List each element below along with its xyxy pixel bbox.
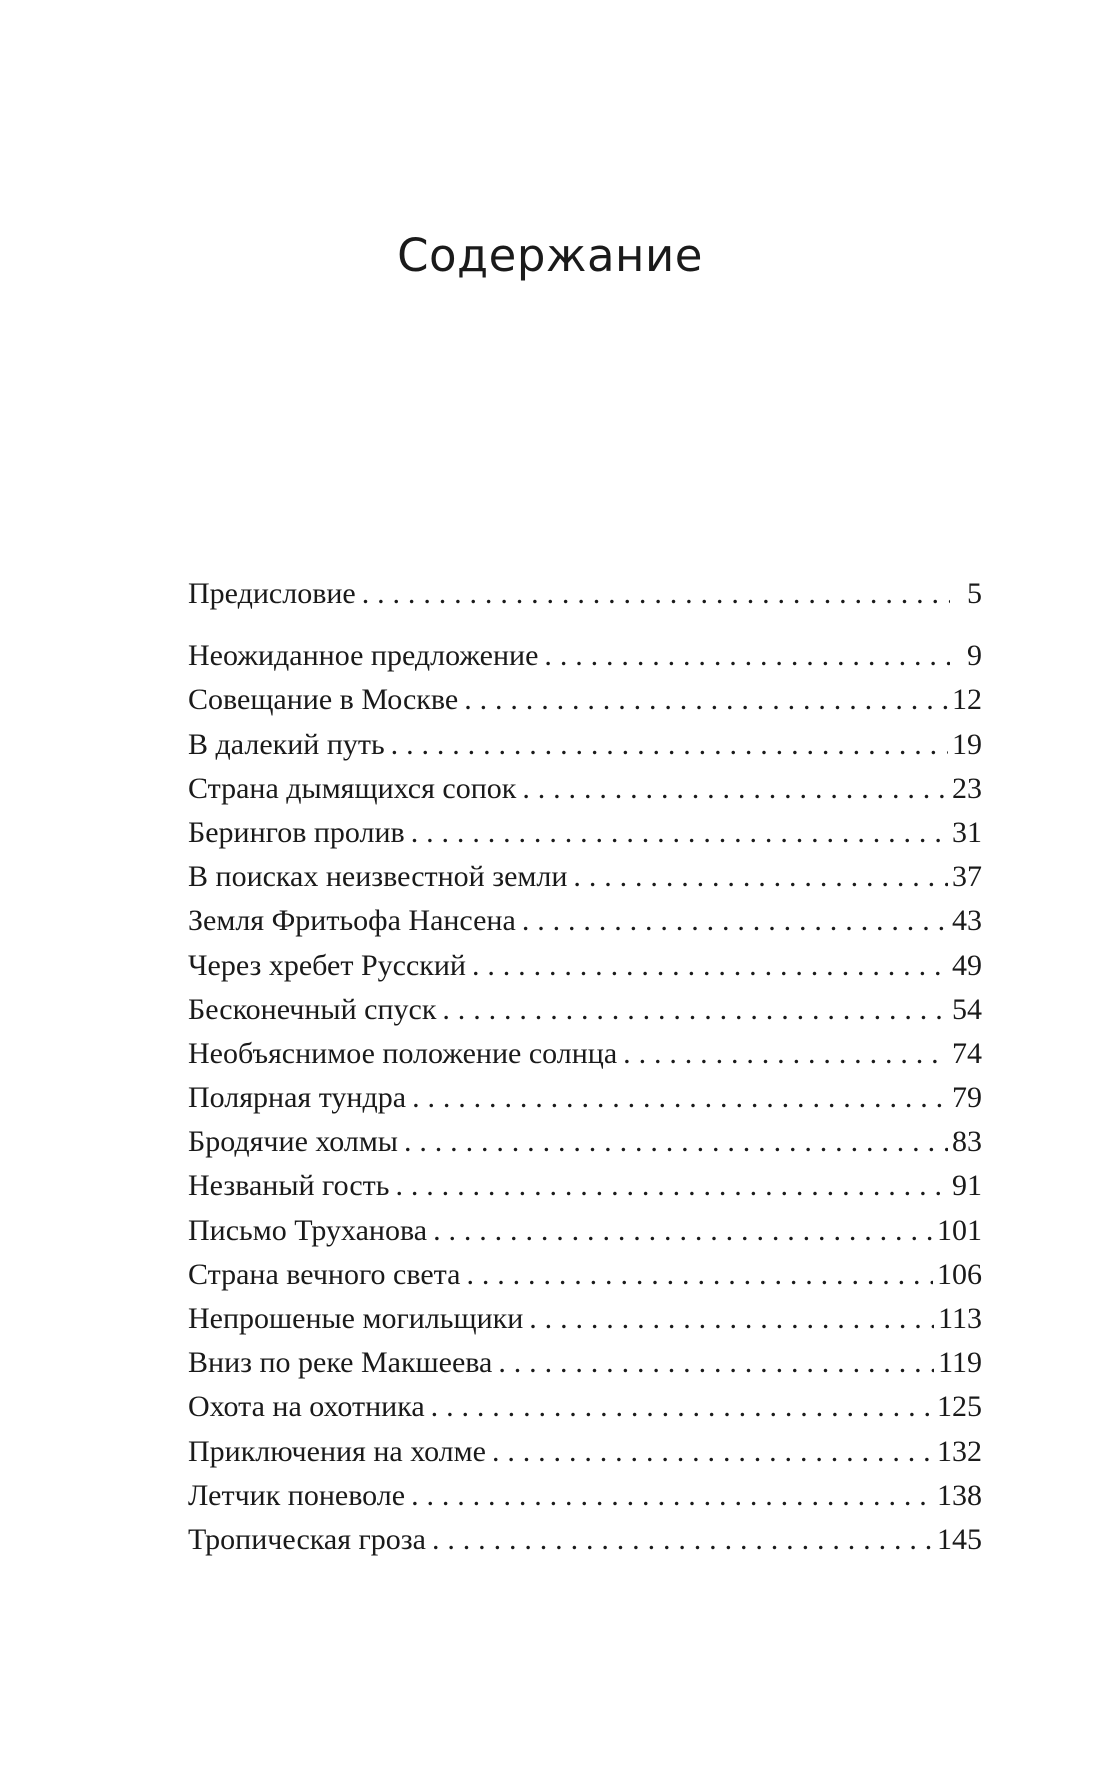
toc-entry xyxy=(188,1385,982,1429)
toc-entry-page: 54 xyxy=(952,992,982,1026)
toc-leader-dots xyxy=(466,1253,933,1297)
toc-entry-title: Через хребет Русский xyxy=(188,948,466,982)
toc-entry-title: Страна вечного света xyxy=(188,1257,461,1291)
toc-leader-dots xyxy=(391,723,948,767)
toc-entry-page: 119 xyxy=(938,1346,982,1380)
toc-entry-page: 113 xyxy=(938,1302,982,1335)
toc-entry-title: Необъяснимое положение солнца xyxy=(188,1036,618,1070)
toc-entry-page: 19 xyxy=(952,727,982,761)
toc-leader-dots xyxy=(498,1341,934,1385)
toc-entry xyxy=(188,899,982,943)
toc-entry xyxy=(188,1518,982,1562)
toc-leader-dots xyxy=(362,572,950,616)
toc-leader-dots xyxy=(411,1474,933,1518)
toc-entry xyxy=(188,855,982,899)
toc-leader-dots xyxy=(404,1120,948,1164)
table-of-contents xyxy=(188,572,982,1562)
toc-entry-title: Полярная тундра xyxy=(188,1081,407,1115)
toc-entry-title: Бесконечный спуск xyxy=(188,992,437,1026)
toc-entry xyxy=(188,572,982,616)
toc-entry-page: 37 xyxy=(952,860,982,894)
toc-entry-title: Земля Фритьофа Нансена xyxy=(188,904,516,938)
toc-entry-page: 5 xyxy=(967,577,982,610)
toc-leader-dots xyxy=(412,1076,948,1120)
toc-leader-dots xyxy=(432,1518,933,1562)
toc-leader-dots xyxy=(472,944,948,988)
toc-entry-page: 132 xyxy=(937,1434,982,1468)
toc-entry xyxy=(188,634,982,678)
toc-entry-title: Совещание в Москве xyxy=(188,683,459,717)
toc-leader-dots xyxy=(442,988,948,1032)
toc-leader-dots xyxy=(544,634,950,678)
toc-entry-title: Тропическая гроза xyxy=(188,1522,426,1556)
toc-entry-page: 49 xyxy=(952,948,982,982)
toc-entry xyxy=(188,723,982,767)
toc-entry xyxy=(188,1076,982,1120)
toc-entry xyxy=(188,1209,982,1253)
toc-entry-title: Приключения на холме xyxy=(188,1434,486,1468)
toc-entry xyxy=(188,1164,982,1208)
toc-leader-dots xyxy=(395,1164,948,1208)
toc-entry-title: В поисках неизвестной земли xyxy=(188,860,568,894)
toc-entry-page: 145 xyxy=(937,1522,982,1556)
toc-entry xyxy=(188,988,982,1032)
toc-leader-dots xyxy=(492,1430,933,1474)
toc-entry-title: Неожиданное предложение xyxy=(188,639,539,673)
toc-entry-page: 31 xyxy=(952,815,982,849)
toc-entry xyxy=(188,1474,982,1518)
toc-entry xyxy=(188,1341,982,1385)
toc-leader-dots xyxy=(522,767,948,811)
toc-entry-title: Предисловие xyxy=(188,577,356,610)
page-title: Содержание xyxy=(397,229,703,282)
toc-entry-page: 9 xyxy=(967,639,982,673)
toc-entry xyxy=(188,678,982,722)
toc-entry xyxy=(188,1297,982,1341)
toc-entry-title: Вниз по реке Макшеева xyxy=(188,1346,493,1380)
toc-entry-title: В далекий путь xyxy=(188,727,385,761)
toc-leader-dots xyxy=(573,855,948,899)
toc-leader-dots xyxy=(431,1385,933,1429)
toc-entry-title: Охота на охотника xyxy=(188,1390,425,1424)
toc-entry xyxy=(188,811,982,855)
toc-entry xyxy=(188,1430,982,1474)
toc-entry-page: 43 xyxy=(952,904,982,938)
toc-entry-page: 79 xyxy=(952,1081,982,1115)
toc-leader-dots xyxy=(529,1297,934,1341)
toc-entry-title: Письмо Труханова xyxy=(188,1213,428,1247)
toc-entry-page: 91 xyxy=(952,1169,982,1203)
toc-entry xyxy=(188,1120,982,1164)
toc-entry-title: Страна дымящихся сопок xyxy=(188,771,517,805)
toc-entry xyxy=(188,944,982,988)
toc-leader-dots xyxy=(464,678,948,722)
toc-entry-title: Непрошеные могильщики xyxy=(188,1302,524,1335)
toc-entry-page: 74 xyxy=(952,1036,982,1070)
toc-entry-title: Бродячие холмы xyxy=(188,1125,398,1159)
toc-entry-page: 106 xyxy=(937,1257,982,1291)
toc-entry xyxy=(188,1253,982,1297)
toc-entry-page: 83 xyxy=(952,1125,982,1159)
toc-entry-title: Берингов пролив xyxy=(188,815,405,849)
toc-entry xyxy=(188,767,982,811)
toc-leader-dots xyxy=(522,899,948,943)
toc-leader-dots xyxy=(411,811,948,855)
toc-entry-page: 23 xyxy=(952,771,982,805)
toc-entry-page: 101 xyxy=(937,1213,982,1247)
toc-entry-page: 138 xyxy=(937,1478,982,1512)
toc-leader-dots xyxy=(623,1032,948,1076)
toc-leader-dots xyxy=(433,1209,933,1253)
toc-entry-page: 12 xyxy=(952,683,982,717)
toc-entry xyxy=(188,1032,982,1076)
toc-entry-title: Летчик поневоле xyxy=(188,1478,406,1512)
toc-entry-title: Незваный гость xyxy=(188,1169,390,1203)
toc-entry-page: 125 xyxy=(937,1390,982,1424)
